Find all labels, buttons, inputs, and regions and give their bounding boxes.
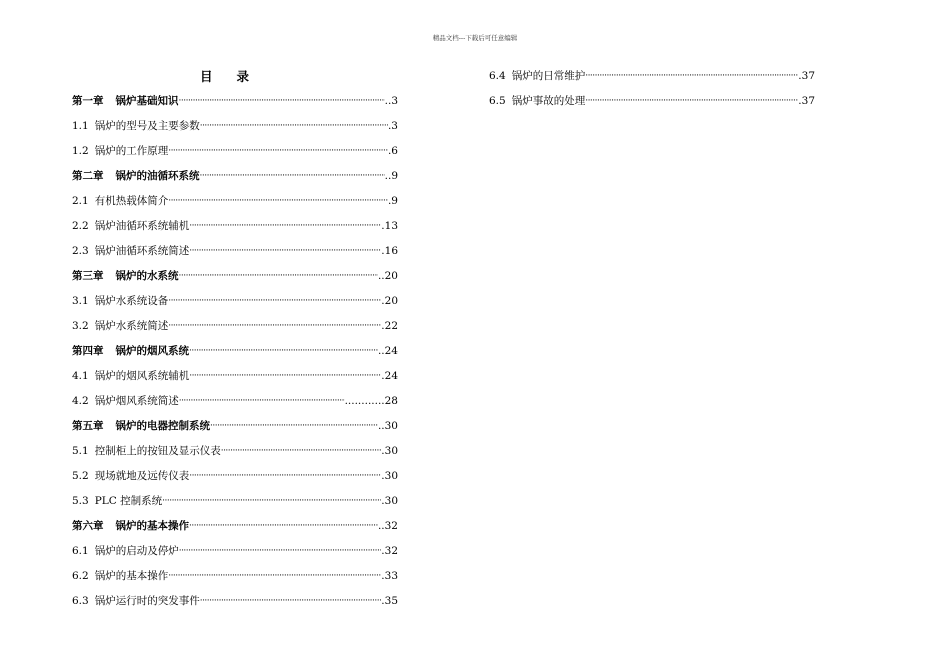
toc-page-number: .20 xyxy=(381,294,398,307)
toc-entry-number: 2.2 xyxy=(72,220,89,232)
toc-entry-title: 锅炉油循环系统辅机 xyxy=(94,220,190,232)
toc-entry-label xyxy=(72,343,189,358)
toc-page-number: .30 xyxy=(381,494,398,507)
toc-page-number: .22 xyxy=(381,319,398,332)
toc-page-number: .9 xyxy=(387,194,398,207)
toc-page-number: ............28 xyxy=(344,394,398,407)
toc-entry-label xyxy=(72,368,189,383)
toc-entry-label xyxy=(72,243,189,258)
toc-entry-title: 锅炉运行时的突发事件 xyxy=(94,595,200,607)
toc-entry-number: 3.2 xyxy=(72,320,89,332)
toc-entry-title: 锅炉油循环系统简述 xyxy=(94,245,190,257)
toc-entry-title: 锅炉事故的处理 xyxy=(511,95,586,107)
toc-entry-title: 锅炉水系统简述 xyxy=(94,320,169,332)
toc-dot-leader xyxy=(168,296,381,306)
toc-entry-title: 锅炉的电器控制系统 xyxy=(115,420,210,432)
toc-dot-leader xyxy=(179,96,385,106)
toc-entry-label xyxy=(72,268,179,283)
toc-section-entry[interactable] xyxy=(72,113,398,138)
toc-section-entry[interactable] xyxy=(489,63,815,88)
toc-entry-number: 第三章 xyxy=(72,270,104,282)
toc-entry-title: 锅炉的油循环系统 xyxy=(115,170,200,182)
toc-chapter-entry[interactable] xyxy=(72,413,398,438)
toc-entry-label xyxy=(72,418,210,433)
toc-page-number: .13 xyxy=(381,219,398,232)
toc-page-number: .37 xyxy=(798,69,815,82)
toc-entry-label xyxy=(72,593,200,608)
toc-dot-leader xyxy=(189,371,381,381)
toc-entry-label xyxy=(72,193,168,208)
toc-page-number: .37 xyxy=(798,94,815,107)
toc-entry-label xyxy=(72,518,189,533)
toc-entry-title: 锅炉烟风系统简述 xyxy=(94,395,179,407)
toc-dot-leader xyxy=(168,196,388,206)
toc-section-entry[interactable] xyxy=(72,188,398,213)
toc-dot-leader xyxy=(179,396,345,406)
toc-section-entry[interactable] xyxy=(72,388,398,413)
toc-page-number: ..9 xyxy=(384,169,398,182)
toc-entry-label xyxy=(72,468,189,483)
toc-entry-number: 6.2 xyxy=(72,570,89,582)
toc-dot-leader xyxy=(179,546,382,556)
toc-entry-title: 锅炉的水系统 xyxy=(115,270,179,282)
toc-section-entry[interactable] xyxy=(72,288,398,313)
toc-entry-number: 6.5 xyxy=(489,95,506,107)
toc-dot-leader xyxy=(189,346,378,356)
toc-dot-leader xyxy=(221,446,382,456)
toc-title-char-2: 录 xyxy=(236,69,250,84)
toc-dot-leader xyxy=(179,271,378,281)
toc-entry-label xyxy=(489,68,585,83)
toc-dot-leader xyxy=(162,496,381,506)
toc-entry-title: PLC 控制系统 xyxy=(94,495,163,507)
toc-entry-number: 第一章 xyxy=(72,95,104,107)
toc-page-number: .30 xyxy=(381,444,398,457)
toc-entry-title: 锅炉的启动及停炉 xyxy=(94,545,179,557)
toc-page-number: ..3 xyxy=(384,94,398,107)
toc-page-number: ..24 xyxy=(377,344,398,357)
toc-entry-title: 锅炉的型号及主要参数 xyxy=(94,120,200,132)
toc-entry-number: 第六章 xyxy=(72,520,104,532)
toc-title xyxy=(200,67,249,85)
toc-entry-number: 第四章 xyxy=(72,345,104,357)
toc-page-number: ..30 xyxy=(377,419,398,432)
toc-section-entry[interactable] xyxy=(72,313,398,338)
toc-entry-title: 现场就地及远传仪表 xyxy=(94,470,190,482)
toc-section-entry[interactable] xyxy=(72,488,398,513)
toc-left-column xyxy=(72,88,398,613)
toc-entry-number: 6.3 xyxy=(72,595,89,607)
toc-entry-title: 锅炉的烟风系统 xyxy=(115,345,189,357)
toc-dot-leader xyxy=(168,571,381,581)
toc-entry-label xyxy=(72,93,179,108)
toc-entry-label xyxy=(72,568,168,583)
toc-entry-number: 第二章 xyxy=(72,170,104,182)
toc-entry-number: 1.1 xyxy=(72,120,89,132)
toc-entry-number: 6.1 xyxy=(72,545,89,557)
page-header-note: 精品文档---下载后可任意编辑 xyxy=(432,34,518,42)
toc-entry-number: 5.3 xyxy=(72,495,89,507)
toc-dot-leader xyxy=(585,71,798,81)
toc-chapter-entry[interactable] xyxy=(72,338,398,363)
toc-section-entry[interactable] xyxy=(72,563,398,588)
toc-right-column xyxy=(489,63,815,113)
toc-chapter-entry[interactable] xyxy=(72,163,398,188)
toc-entry-title: 控制柜上的按钮及显示仪表 xyxy=(94,445,221,457)
toc-entry-number: 2.1 xyxy=(72,195,89,207)
toc-dot-leader xyxy=(200,121,388,131)
toc-entry-number: 4.1 xyxy=(72,370,89,382)
toc-section-entry[interactable] xyxy=(72,138,398,163)
toc-entry-label xyxy=(72,493,162,508)
toc-entry-title: 锅炉的烟风系统辅机 xyxy=(94,370,190,382)
toc-title-char-1: 目 xyxy=(200,69,213,84)
toc-entry-label xyxy=(72,293,168,308)
toc-dot-leader xyxy=(168,321,381,331)
toc-section-entry[interactable] xyxy=(72,588,398,613)
toc-section-entry[interactable] xyxy=(72,363,398,388)
toc-page-number: .33 xyxy=(381,569,398,582)
toc-dot-leader xyxy=(168,146,388,156)
toc-entry-number: 4.2 xyxy=(72,395,89,407)
toc-section-entry[interactable] xyxy=(72,463,398,488)
toc-section-entry[interactable] xyxy=(72,213,398,238)
toc-dot-leader xyxy=(189,521,378,531)
toc-page-number: .16 xyxy=(381,244,398,257)
toc-entry-number: 3.1 xyxy=(72,295,89,307)
toc-page-number: .6 xyxy=(387,144,398,157)
toc-entry-title: 锅炉的日常维护 xyxy=(511,70,586,82)
toc-section-entry[interactable] xyxy=(72,538,398,563)
toc-section-entry[interactable] xyxy=(72,238,398,263)
toc-page-number: .30 xyxy=(381,469,398,482)
toc-entry-number: 5.1 xyxy=(72,445,89,457)
toc-dot-leader xyxy=(189,471,381,481)
toc-dot-leader xyxy=(200,171,385,181)
toc-entry-label xyxy=(72,318,168,333)
toc-entry-number: 5.2 xyxy=(72,470,89,482)
toc-dot-leader xyxy=(200,596,382,606)
toc-entry-title: 锅炉的基本操作 xyxy=(115,520,189,532)
toc-page-number: .3 xyxy=(387,119,398,132)
toc-entry-title: 锅炉基础知识 xyxy=(115,95,179,107)
toc-chapter-entry[interactable] xyxy=(72,263,398,288)
toc-dot-leader xyxy=(210,421,378,431)
toc-entry-title: 锅炉水系统设备 xyxy=(94,295,169,307)
toc-entry-label xyxy=(489,93,585,108)
toc-page-number: ..32 xyxy=(377,519,398,532)
toc-entry-label xyxy=(72,218,189,233)
toc-entry-title: 锅炉的基本操作 xyxy=(94,570,169,582)
toc-entry-label xyxy=(72,393,179,408)
toc-page-number: .32 xyxy=(381,544,398,557)
toc-entry-title: 有机热载体简介 xyxy=(94,195,169,207)
toc-dot-leader xyxy=(189,221,381,231)
toc-dot-leader xyxy=(585,96,798,106)
toc-section-entry[interactable] xyxy=(72,438,398,463)
toc-page-number: ..20 xyxy=(377,269,398,282)
toc-entry-label xyxy=(72,118,200,133)
toc-entry-label xyxy=(72,168,200,183)
toc-page-number: .24 xyxy=(381,369,398,382)
toc-chapter-entry[interactable] xyxy=(72,513,398,538)
toc-dot-leader xyxy=(189,246,381,256)
toc-entry-title: 锅炉的工作原理 xyxy=(94,145,169,157)
toc-entry-number: 6.4 xyxy=(489,70,506,82)
toc-entry-number: 1.2 xyxy=(72,145,89,157)
toc-entry-label xyxy=(72,543,179,558)
toc-entry-label xyxy=(72,143,168,158)
toc-section-entry[interactable] xyxy=(489,88,815,113)
toc-chapter-entry[interactable] xyxy=(72,88,398,113)
toc-entry-number: 第五章 xyxy=(72,420,104,432)
toc-entry-label xyxy=(72,443,221,458)
toc-page-number: .35 xyxy=(381,594,398,607)
toc-entry-number: 2.3 xyxy=(72,245,89,257)
